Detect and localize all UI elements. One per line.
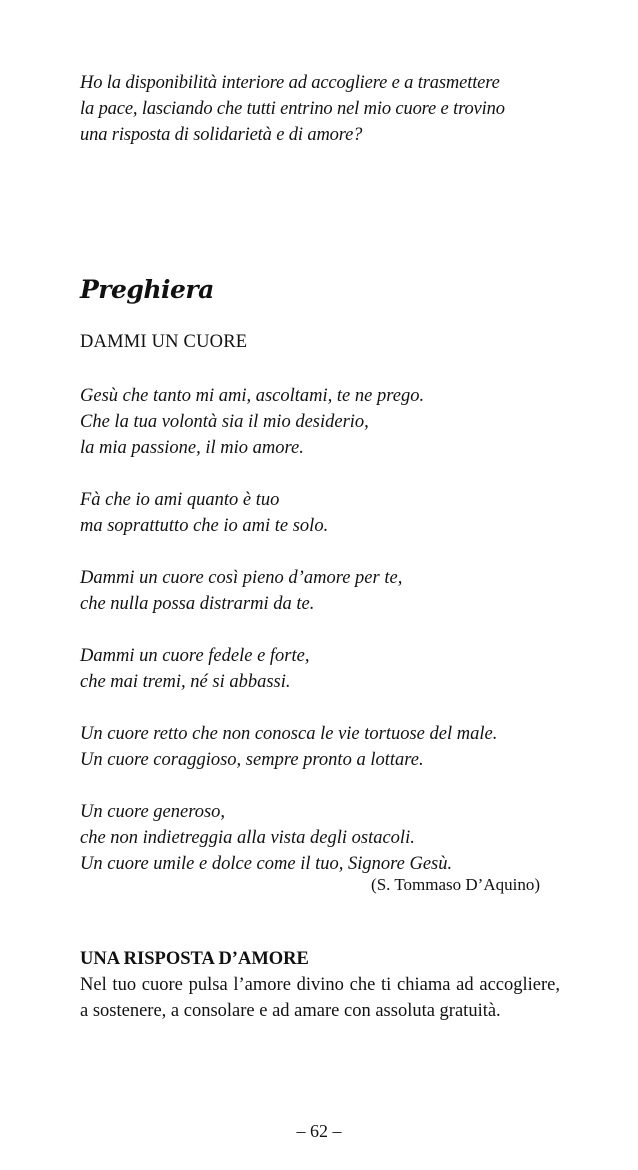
prayer-heading: Preghiera [80,275,214,304]
stanza-line: Gesù che tanto mi ami, ascoltami, te ne prego. [80,386,425,406]
stanza [80,487,560,539]
stanza [80,565,560,617]
stanza-line: che non indietreggia alla vista degli ostacoli. [80,828,415,848]
stanza-line: che nulla possa distrarmi da te. [80,594,315,614]
stanza [80,383,560,461]
section-title: UNA RISPOSTA D’AMORE [80,949,309,969]
stanza-line: Fà che io ami quanto è tuo [80,490,280,510]
stanza-line: che mai tremi, né si abbassi. [80,672,291,692]
prayer-title: DAMMI UN CUORE [80,332,248,352]
intro-line: la pace, lasciando che tutti entrino nel mio cuore e trovino [80,99,505,119]
page-content [80,70,560,1021]
intro-line: Ho la disponibilità interiore ad accogliere e a trasmettere [80,73,500,93]
stanza [80,799,560,877]
stanza-line: Un cuore retto che non conosca le vie tortuose del male. [80,724,498,744]
section-body: Nel tuo cuore pulsa l’amore divino che ti chiama ad accogliere, a sostenere, a consolare e ad amare con assoluta gratuità. [80,975,560,1021]
stanza [80,643,560,695]
prayer-attribution: (S. Tommaso D’Aquino) [371,875,540,894]
stanza-line: ma soprattutto che io ami te solo. [80,516,329,536]
stanza-line: Un cuore generoso, [80,802,226,822]
stanza-line: Un cuore umile e dolce come il tuo, Signore Gesù. [80,854,453,874]
stanza-line: Dammi un cuore così pieno d’amore per te, [80,568,403,588]
intro-line: una risposta di solidarietà e di amore? [80,125,363,145]
stanza-line: Che la tua volontà sia il mio desiderio, [80,412,369,432]
stanza-line: Un cuore coraggioso, sempre pronto a lottare. [80,750,424,770]
stanza [80,721,560,773]
prayer-text [80,383,560,903]
stanza-line: la mia passione, il mio amore. [80,438,304,458]
page-number: – 62 – [296,1121,342,1141]
response-section [80,946,560,1024]
stanza-line: Dammi un cuore fedele e forte, [80,646,310,666]
intro-question [80,70,560,148]
